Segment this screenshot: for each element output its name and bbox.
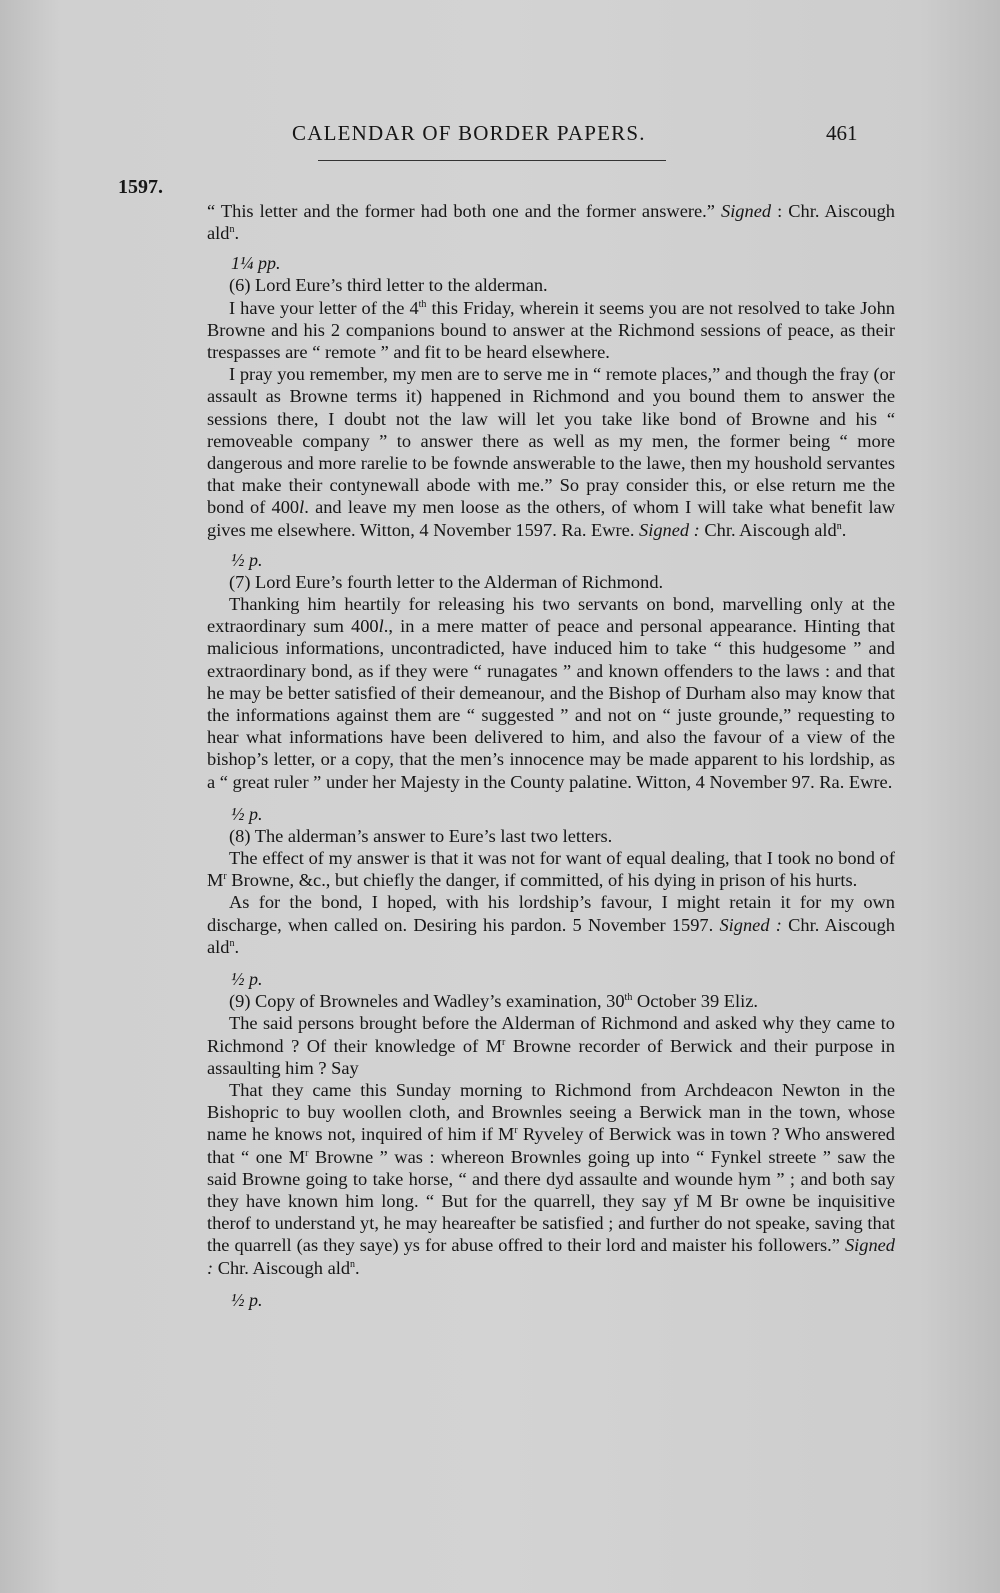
italic-text: Signed :: [719, 914, 782, 935]
paragraph: [207, 363, 895, 541]
text-run: Thanking him heartily for releasing his two servants on bond, marvelling only at the extraordinary sum 400: [207, 594, 895, 637]
text-run: .: [234, 936, 240, 957]
page-count-note: [231, 549, 895, 571]
page-count-note: [231, 1289, 895, 1311]
text-run: The said persons brought before the Alderman of Richmond and asked why they came to Richmond ? Of their knowledge of M: [207, 1013, 895, 1056]
paragraph: [207, 891, 895, 958]
superscript: r: [223, 871, 227, 883]
superscript: n: [836, 520, 842, 532]
superscript: th: [418, 298, 427, 310]
text-run: 1¼ pp.: [231, 253, 281, 274]
paragraph: [207, 297, 895, 364]
italic-text: l: [299, 497, 305, 518]
page-number: 461: [826, 121, 858, 145]
superscript: n: [350, 1258, 356, 1270]
superscript: th: [624, 991, 633, 1003]
text-run: As for the bond, I hoped, with his lordship’s favour, I might retain it for my own discharge, when called on. Desiring his pardon. 5 November 1597.: [207, 892, 895, 935]
text-run: . and leave my men loose as the others, of whom I will take what benefit law gives me elsewhere. Witton, 4 November 1597. Ra. Ewre.: [207, 497, 895, 540]
text-run: : Chr. Aiscough ald: [207, 201, 895, 244]
text-run: Chr. Aiscough ald: [207, 914, 896, 957]
italic-text: Signed: [721, 201, 772, 221]
section-heading: [229, 274, 895, 296]
text-run: ., in a mere matter of peace and personal appearance. Hinting that malicious informations, uncontradicted, have induced him to take “ this hudgesome ” and extraordinary bond, as if they were “ runagates ” and known offenders to the laws : and that he may be better satisfied of their demeanour, and the Bishop of Durham also may know that the informations against them are “ suggested ” and not on “ juste grounde,” requesting to hear what informations have been delivered to him, and also the favour of a view of the bishop’s letter, or a copy, that the men’s innocence may be made apparent to his lordship, as a “ great ruler ” under her Majesty in the County palatine. Witton, 4 November 97. Ra. Ewre.: [207, 616, 895, 792]
text-run: “ This letter and the former had both one and the former answere.”: [207, 201, 721, 221]
body-text: [207, 200, 895, 1311]
superscript: r: [305, 1147, 309, 1159]
superscript: r: [502, 1036, 506, 1048]
text-run: .: [355, 1257, 360, 1278]
header-rule: [318, 160, 666, 161]
italic-text: l: [378, 616, 384, 637]
year-marginal: 1597.: [118, 176, 163, 198]
text-run: I pray you remember, my men are to serve me in “ remote places,” and though the fray (or assault as Browne terms it) happened in Richmond and you bound them to answer the sessions there, I doubt not the law will let you take like bond of Browne and his “ removeable company ” to answer there as well as my men, the former being “ more dangerous and more rarelie to be fownde answerable to the lawe, then my houshold servantes that make their contynewall abode with me.” So pray consider this, or else return me the bond of 400: [207, 364, 895, 518]
section-heading: [229, 825, 895, 847]
page-count-note: [231, 968, 895, 990]
text-run: ½ p.: [231, 1289, 263, 1310]
italic-text: Signed :: [639, 519, 700, 540]
text-run: Chr. Aiscough ald: [213, 1257, 351, 1278]
paragraph: [207, 200, 895, 244]
text-run: (7) Lord Eure’s fourth letter to the Alderman of Richmond.: [229, 571, 664, 592]
text-run: ½ p.: [231, 803, 263, 824]
text-run: The effect of my answer is that it was not for want of equal dealing, that I took no bond of M: [207, 848, 895, 891]
page-count-note: [231, 803, 895, 825]
superscript: n: [229, 224, 235, 236]
text-run: (6) Lord Eure’s third letter to the alderman.: [229, 275, 548, 296]
text-run: Chr. Aiscough ald: [699, 519, 837, 540]
text-run: (8) The alderman’s answer to Eure’s last two letters.: [229, 825, 613, 846]
text-run: .: [234, 223, 240, 244]
section-heading: [229, 990, 895, 1012]
text-run: October 39 Eliz.: [632, 991, 758, 1012]
text-run: Ryveley of Berwick was in town ? Who answered that “ one M: [207, 1124, 895, 1167]
text-run: Browne recorder of Berwick and their purpose in assaulting him ? Say: [207, 1035, 895, 1078]
running-title: CALENDAR OF BORDER PAPERS.: [292, 121, 646, 145]
text-run: That they came this Sunday morning to Richmond from Archdeacon Newton in the Bishopric to buy woollen cloth, and Brownles seeing a Berwick man in the town, whose name he knows not, inquired of him if M: [207, 1079, 895, 1145]
paragraph: [207, 1012, 895, 1079]
text-run: (9) Copy of Browneles and Wadley’s examination, 30: [229, 991, 625, 1012]
text-run: Browne ” was : whereon Brownles going up into “ Fynkel streete ” saw the said Browne going to take horse, “ and there dyd assaulte and wounde hym ” ; and both say they have known him long. “ But for the quarrell, they say yf M Br owne be inquisitive therof to understand yt, he may heareafter be satisfied ; and further do not speake, saving that the quarrell (as they saye) ys for abuse offred to their lord and maister his followers.”: [207, 1146, 895, 1256]
paragraph: [207, 593, 895, 793]
text-run: .: [841, 519, 847, 540]
italic-text: Signed :: [207, 1235, 895, 1278]
page-count-note: [231, 252, 895, 274]
text-run: I have your letter of the 4: [229, 297, 419, 318]
superscript: n: [229, 937, 235, 949]
paragraph: [207, 1079, 895, 1279]
text-run: this Friday, wherein it seems you are not resolved to take John Browne and his 2 companions bound to answer at the Richmond sessions of peace, as their trespasses are “ remote ” and fit to be heard elsewhere.: [207, 297, 895, 363]
section-heading: [229, 571, 895, 593]
superscript: r: [514, 1125, 518, 1137]
text-run: Browne, &c., but chiefly the danger, if committed, of his dying in prison of his hurts.: [226, 870, 858, 891]
running-head: [0, 121, 1000, 151]
paragraph: [207, 847, 895, 891]
text-run: ½ p.: [231, 549, 263, 570]
text-run: ½ p.: [231, 969, 263, 990]
